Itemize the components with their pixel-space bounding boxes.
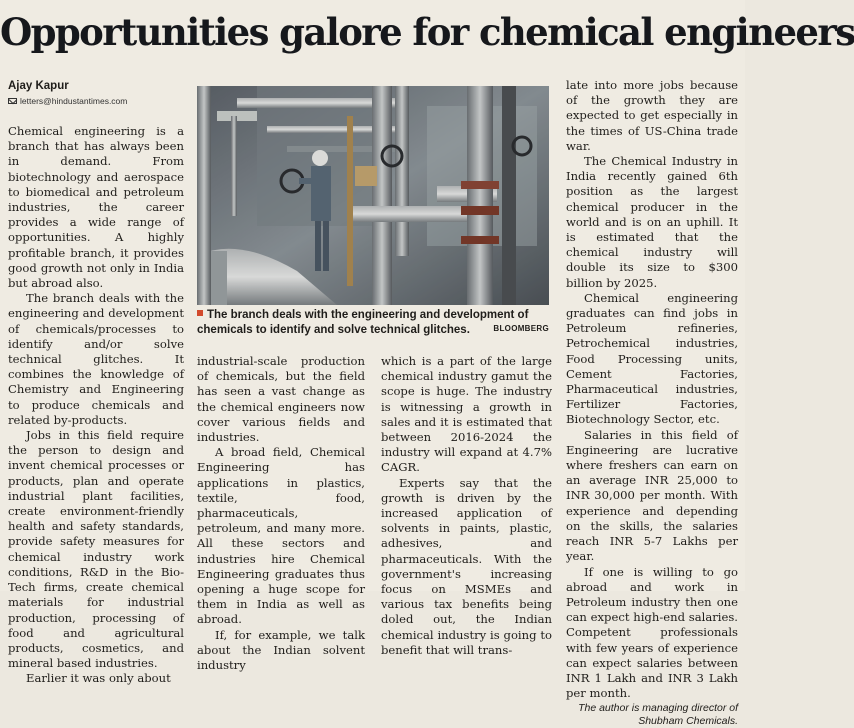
paragraph: Earlier it was only about [26,671,171,686]
paragraph: Jobs in this field require the person to design and invent chemical processes or products, plan and operate industrial plant facilities, create environment-friendly health and safety standards, provide safety measures for chemical industry work conditions, R&D in the Bio-Tech firms, create chemical materials for industrial production, processing of food and agricultural products, cosmetics, and mineral based industries. [8,428,184,671]
photo-caption-block [197,308,549,337]
photo-credit: BLOOMBERG [493,323,549,333]
column-4 [566,78,738,728]
paragraph: A broad field, Chemical Engineering has applications in plastics, textile, food, pharmaceuticals, petroleum, and many more. All these sectors and industries hire Chemical Engineering graduates thus opening a huge scope for them in India as well as abroad. [197,445,365,627]
paragraph: industrial-scale production of chemicals, but the field has seen a vast change as the chemical engineers now cover various fields and industries. [197,354,365,445]
byline-email: letters@hindustantimes.com [20,96,128,106]
paragraph: If, for example, we talk about the Indian solvent industry [197,627,365,673]
author-note: The author is managing director of Shubham Chemicals. [578,702,738,728]
paragraph: Experts say that the growth is driven by the increased application of solvents in paints, plastic, adhesives, and pharmaceuticals. With the government's increasing focus on MSMEs and various tax benefits being doled out, the Indian chemical industry is going to benefit that will trans- [381,475,552,657]
industrial-plant-photo [197,86,549,305]
article-photo [197,86,549,305]
byline-author: Ajay Kapur [8,80,69,92]
paragraph: Chemical engineering is a branch that has always been in demand. From biotechnology and aerospace to biomedical and petroleum industries, the career provides a wide range of opportunities. A highly profitable branch, it provides good growth not only in India but abroad also. [8,124,184,291]
column-3 [381,354,552,658]
photo-caption: The branch deals with the engineering and development of chemicals to identify and solve technical glitches. [197,309,529,336]
paragraph: which is a part of the large chemical industry gamut the scope is huge. The industry is witnessing a growth in sales and it is estimated that between 2016-2024 the industry will expand at 4.7% CAGR. [381,354,552,475]
paragraph: The branch deals with the engineering and development of chemicals/processes to identify and/or solve technical glitches. It combines the knowledge of Chemistry and Engineering to produce chemicals and related by-products. [8,291,184,427]
paragraph: If one is willing to go abroad and work in Petroleum industry then one can expect high-end salaries. Competent professionals with few years of experience can expect salaries between INR 1 Lakh and INR 3 Lakh per month. [566,564,738,701]
column-2 [197,354,365,673]
paragraph: Salaries in this field of Engineering are lucrative where freshers can earn on an average INR 25,000 to INR 30,000 per month. With experience and depending on the skills, the salaries reach INR 5-7 Lakhs per year. [566,427,738,564]
paragraph: The Chemical Industry in India recently gained 6th position as the largest chemical producer in the world and is on an uphill. It is estimated that the chemical industry will double its size to $300 billion by 2025. [566,154,738,290]
paragraph: Chemical engineering graduates can find jobs in Petroleum refineries, Petrochemical industries, Food Processing units, Cement Factories, Pharmaceutical industries, Fertilizer Factories, Biotechnology Sector, etc. [566,290,738,427]
column-1 [8,124,184,687]
headline: Opportunities galore for chemical engineers [0,10,854,54]
caption-marker-icon [197,310,203,316]
envelope-icon [8,98,17,104]
paragraph: late into more jobs because of the growth they are expected to get especially in the times of US-China trade war. [566,78,738,153]
byline-email-row [8,96,127,106]
